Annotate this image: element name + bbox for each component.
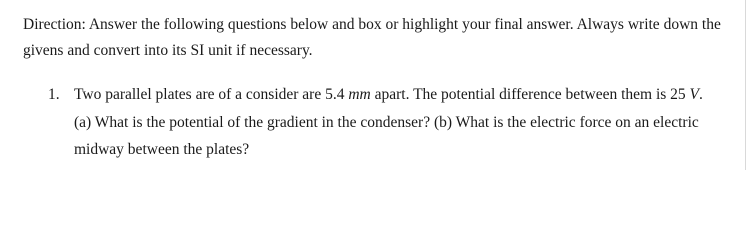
question-text [74, 81, 708, 164]
voltage-unit: V [689, 86, 699, 103]
distance-value: 5.4 [325, 86, 345, 103]
question-number: 1. [48, 86, 60, 103]
question-text-part-1: Two parallel plates are of a consider are [74, 86, 326, 103]
question-text-part-3: . (a) What is the potential of the gradient in the condenser? (b) What is the electric force on an electric midway between the plates? [74, 86, 703, 158]
directions-paragraph: Direction: Answer the following questions below and box or highlight your final answer. Always write down the givens and convert into its SI unit if necessary. [23, 16, 721, 59]
voltage-value: 25 [670, 86, 686, 103]
question-item [48, 81, 708, 164]
distance-unit: mm [348, 86, 371, 103]
question-text-part-2: apart. The potential difference between them is [370, 86, 671, 103]
page-edge-divider [745, 0, 746, 170]
